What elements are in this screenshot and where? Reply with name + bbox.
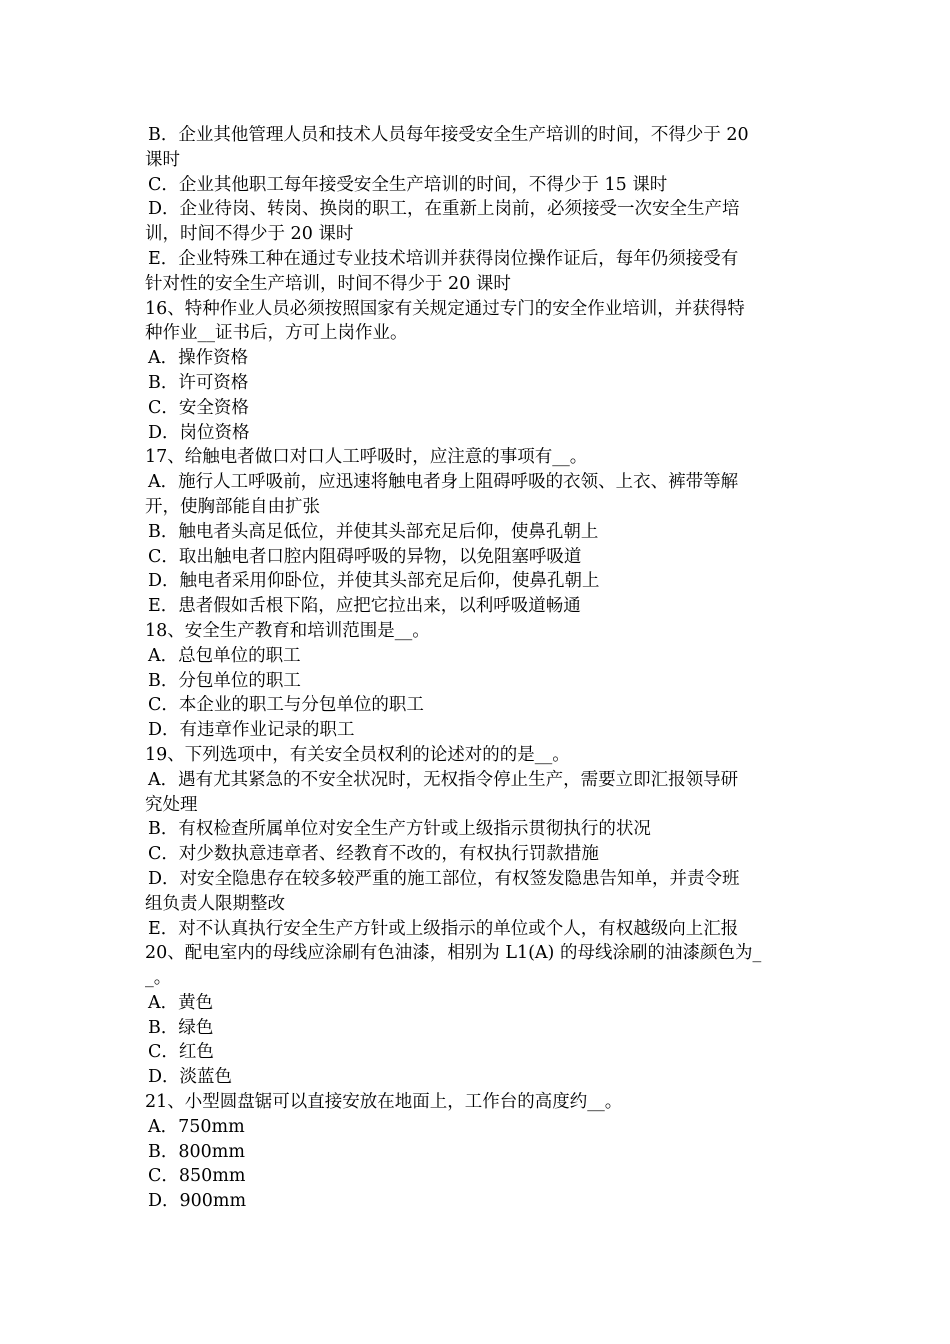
option-line: B．触电者头高足低位，并使其头部充足后仰，使鼻孔朝上	[148, 521, 599, 542]
option-line: D．淡蓝色	[148, 1067, 233, 1088]
option-line: D．岗位资格	[148, 422, 250, 443]
option-line: D．企业待岗、转岗、换岗的职工，在重新上岗前，必须接受一次安全生产培	[148, 199, 740, 220]
question-line: 20、配电室内的母线应涂刷有色油漆，相别为 L1(A) 的母线涂刷的油漆颜色为_	[145, 943, 762, 964]
question-line: 21、小型圆盘锯可以直接安放在地面上，工作台的高度约__。	[145, 1092, 623, 1113]
option-line: C．850mm	[148, 1166, 246, 1187]
continuation-line: _。	[145, 968, 172, 989]
option-line: A．施行人工呼吸前，应迅速将触电者身上阻碍呼吸的衣领、上衣、裤带等解	[148, 472, 739, 493]
option-line: D．触电者采用仰卧位，并使其头部充足后仰，使鼻孔朝上	[148, 571, 600, 592]
continuation-line: 针对性的安全生产培训，时间不得少于 20 课时	[145, 273, 511, 294]
option-line: B．许可资格	[148, 372, 249, 393]
continuation-line: 开，使胸部能自由扩张	[145, 496, 320, 517]
option-line: D．900mm	[148, 1191, 247, 1212]
option-line: C．安全资格	[148, 397, 249, 418]
document-body	[145, 123, 810, 1214]
option-line: C．对少数执意违章者、经教育不改的，有权执行罚款措施	[148, 844, 599, 865]
continuation-line: 训，时间不得少于 20 课时	[145, 224, 354, 245]
question-line: 17、给触电者做口对口人工呼吸时，应注意的事项有__。	[145, 447, 588, 468]
question-line: 16、特种作业人员必须按照国家有关规定通过专门的安全作业培训，并获得特	[145, 298, 745, 319]
option-line: B．绿色	[148, 1017, 214, 1038]
continuation-line: 种作业__证书后，方可上岗作业。	[145, 323, 408, 344]
option-line: A．750mm	[148, 1116, 245, 1137]
option-line: D．对安全隐患存在较多较严重的施工部位，有权签发隐患告知单，并责令班	[148, 868, 740, 889]
continuation-line: 课时	[145, 149, 180, 170]
option-line: C．红色	[148, 1042, 214, 1063]
question-line: 18、安全生产教育和培训范围是__。	[145, 620, 430, 641]
option-line: E．患者假如舌根下陷，应把它拉出来，以利呼吸道畅通	[148, 596, 581, 617]
option-line: C．企业其他职工每年接受安全生产培训的时间，不得少于 15 课时	[148, 174, 668, 195]
option-line: B．有权检查所属单位对安全生产方针或上级指示贯彻执行的状况	[148, 819, 651, 840]
option-line: E．对不认真执行安全生产方针或上级指示的单位或个人，有权越级向上汇报	[148, 918, 739, 939]
option-line: A．操作资格	[148, 348, 249, 369]
option-line: E．企业特殊工种在通过专业技术培训并获得岗位操作证后，每年仍须接受有	[148, 248, 739, 269]
question-line: 19、下列选项中，有关安全员权利的论述对的的是__。	[145, 744, 570, 765]
option-line: A．遇有尤其紧急的不安全状况时，无权指令停止生产，需要立即汇报领导研	[148, 769, 739, 790]
option-line: A．总包单位的职工	[148, 645, 301, 666]
option-line: C．本企业的职工与分包单位的职工	[148, 695, 424, 716]
option-line: A．黄色	[148, 992, 214, 1013]
continuation-line: 组负责人限期整改	[145, 893, 285, 914]
option-line: C．取出触电者口腔内阻碍呼吸的异物，以免阻塞呼吸道	[148, 546, 582, 567]
option-line: B．800mm	[148, 1141, 245, 1162]
option-line: D．有违章作业记录的职工	[148, 720, 355, 741]
option-line: B．分包单位的职工	[148, 670, 301, 691]
continuation-line: 究处理	[145, 794, 198, 815]
option-line: B．企业其他管理人员和技术人员每年接受安全生产培训的时间，不得少于 20	[148, 125, 749, 145]
